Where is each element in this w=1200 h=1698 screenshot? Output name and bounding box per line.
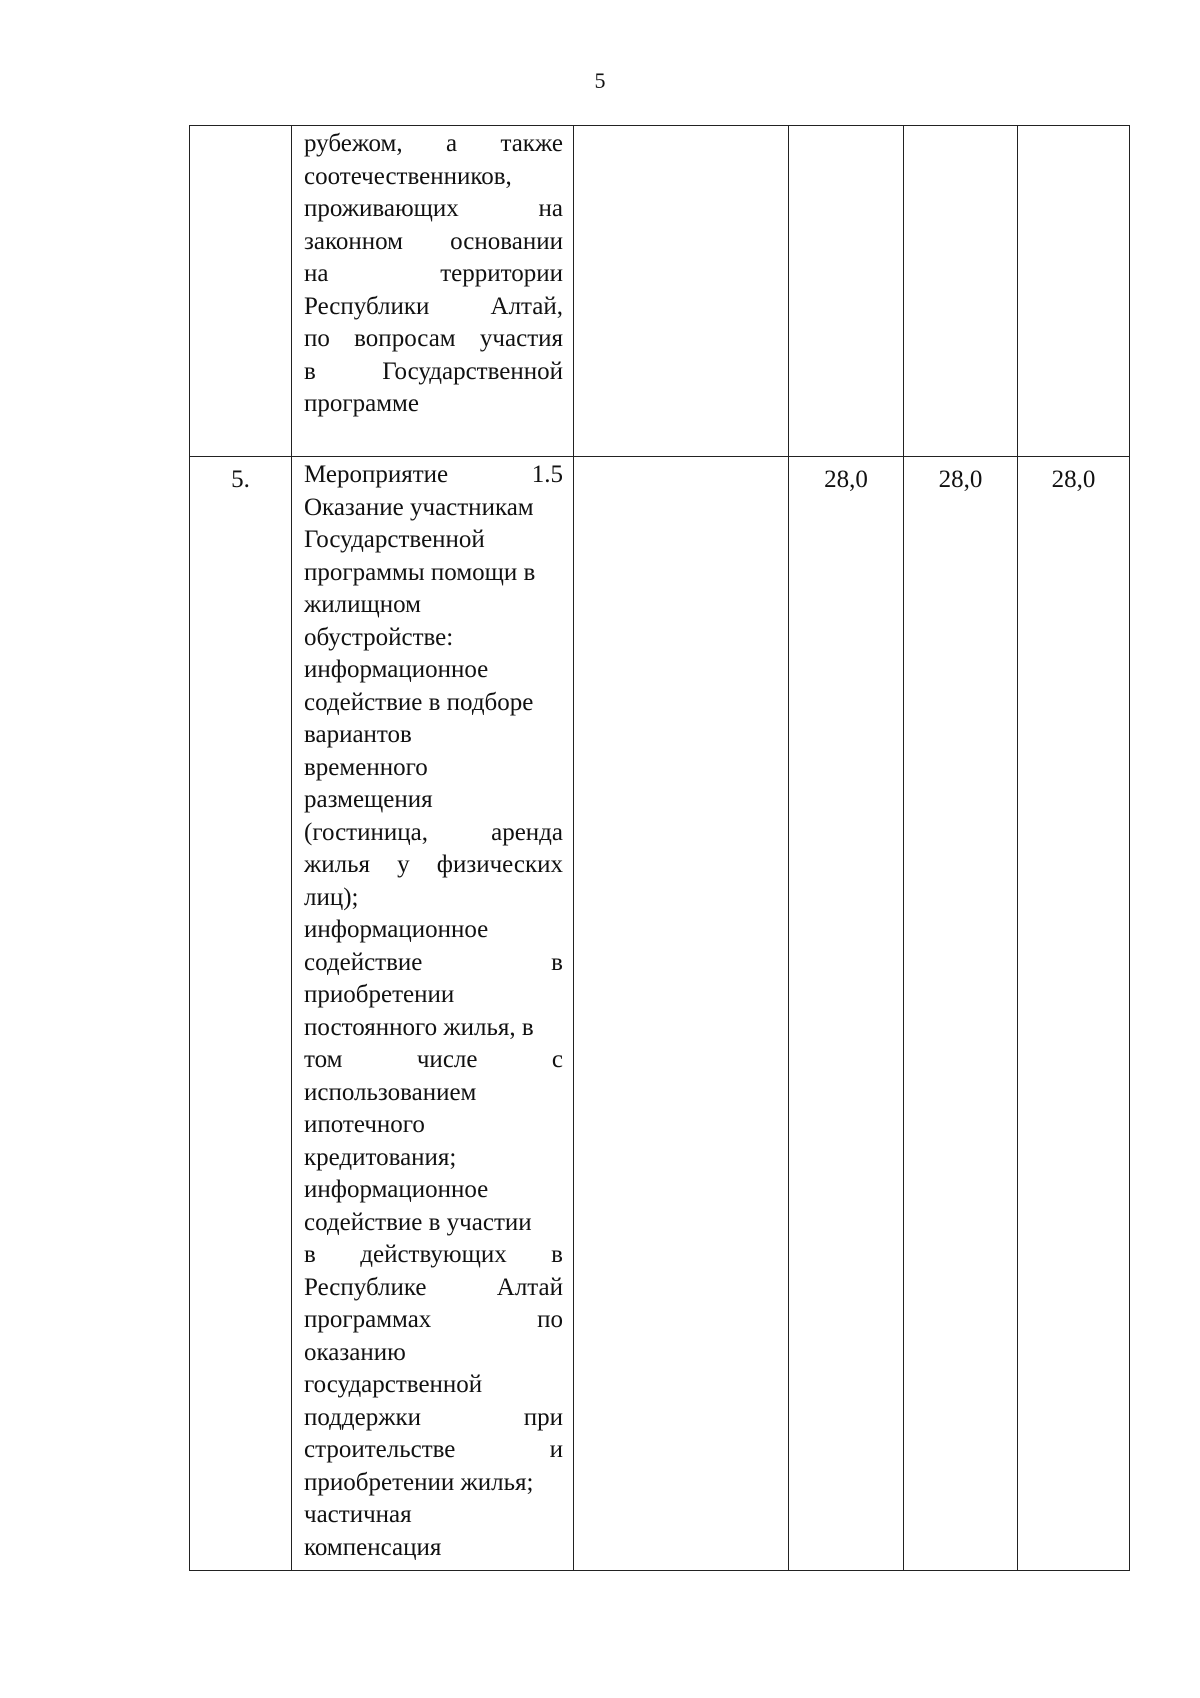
row-number-cell: 5. [190,457,292,1571]
description-line: по вопросам участия [304,325,563,352]
description-line: Оказание участникам [304,493,534,521]
description-line: законном основании [304,227,563,255]
description-line: приобретении [304,981,455,1008]
table-row [190,457,1130,1571]
description-line: Республике Алтай [304,1273,563,1301]
description-line: вариантов [304,721,412,748]
description-line: Мероприятие 1.5 [304,461,563,488]
activity-description-cell [292,457,574,1571]
description-line: проживающих на [304,195,563,222]
description-line: программах по [304,1306,563,1333]
description-line: жилищном [304,591,421,618]
description-line: соотечественников, [304,162,512,190]
value-cell: 28,0 [789,457,904,1571]
table-row [190,126,1130,457]
page-number: 5 [594,68,606,93]
description-line: программы помощи в [304,558,536,586]
description-line: постоянного жилья, в [304,1013,534,1041]
description-line: размещения [304,786,433,813]
description-line: лиц); [304,883,359,911]
description-line: строительстве и [304,1436,563,1463]
description-line: информационное [304,916,489,943]
description-line: информационное [304,656,489,683]
value-cell [904,126,1018,457]
description-line: содействие в участии [304,1208,532,1236]
description-line: рубежом, а также [304,130,563,157]
value-cell [789,126,904,457]
description-line: информационное [304,1176,489,1203]
empty-cell [574,457,789,1571]
description-line: содействие в [304,948,563,976]
description-line: оказанию [304,1338,406,1366]
empty-cell [574,126,789,457]
description-line: жилья у физических [304,851,563,878]
description-line: частичная [304,1501,412,1528]
description-line: в Государственной [304,357,563,385]
description-line: поддержки при [304,1403,563,1431]
description-line: приобретении жилья; [304,1468,534,1496]
row-number-cell [190,126,292,457]
description-line: программе [304,390,419,417]
description-line: Республики Алтай, [304,292,563,320]
description-line: Государственной [304,526,485,553]
description-line: том числе с [304,1046,563,1073]
description-line: в действующих в [304,1241,563,1268]
description-line: кредитования; [304,1143,457,1171]
description-line: ипотечного [304,1111,425,1138]
description-line: государственной [304,1371,483,1398]
value-cell: 28,0 [904,457,1018,1571]
description-line: на территории [304,260,563,287]
description-line: содействие в подборе [304,688,534,716]
description-line: компенсация [304,1533,442,1561]
description-line: временного [304,753,428,781]
value-cell: 28,0 [1018,457,1130,1571]
description-line: обустройстве: [304,623,454,651]
description-line: (гостиница, аренда [304,818,563,846]
activity-description-cell [292,126,574,457]
description-line: использованием [304,1078,477,1106]
program-activities-table [189,125,1130,1571]
value-cell [1018,126,1130,457]
